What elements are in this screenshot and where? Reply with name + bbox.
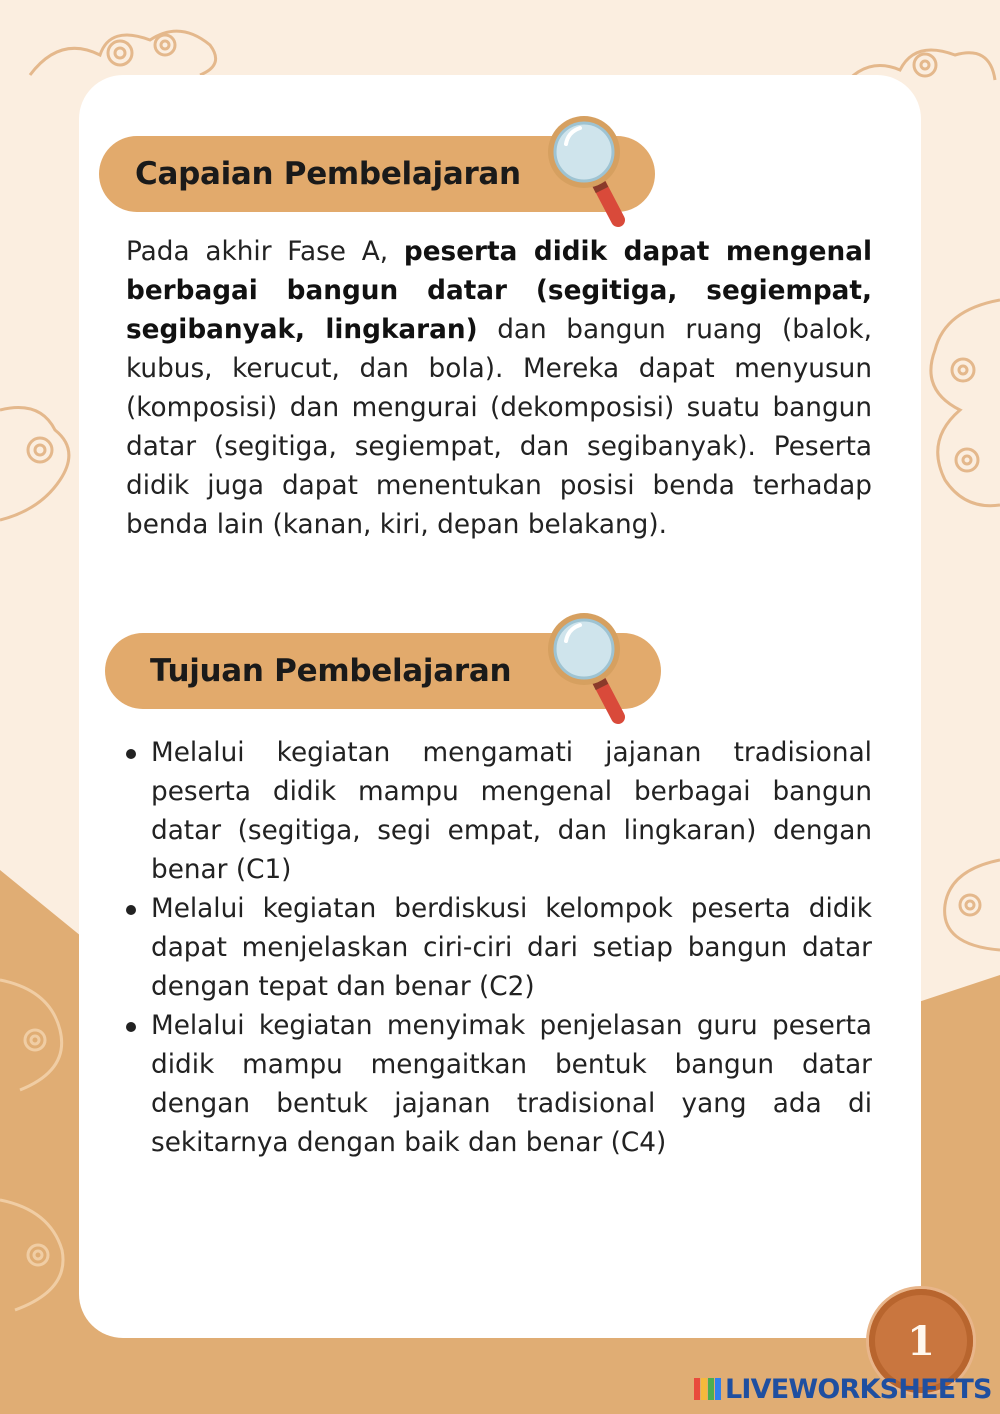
liveworksheets-logo-icon	[694, 1378, 721, 1400]
watermark-text: LIVEWORKSHEETS	[725, 1373, 992, 1405]
list-item-text: Melalui kegiatan mengamati jajanan tradisional peserta didik mampu mengenal berbagai bangun datar (segitiga, segi empat, dan lingkaran) dengan benar (C1)	[151, 738, 872, 885]
cloud-ornament-icon	[930, 850, 1000, 970]
section-title: Tujuan Pembelajaran	[150, 653, 512, 689]
list-item	[126, 734, 872, 890]
paragraph-intro: Pada akhir Fase A,	[126, 237, 404, 267]
paragraph-rest: dan bangun ruang (balok, kubus, kerucut, dan bola). Mereka dapat menyusun (komposisi) dan mengurai (dekomposisi) suatu bangun datar (segitiga, segiempat, dan segibanyak). Peserta didik juga dapat menentukan posisi benda terhadap benda lain (kanan, kiri, depan belakang).	[126, 315, 872, 540]
magnifying-glass-icon	[544, 607, 634, 725]
list-item	[126, 1007, 872, 1163]
list-item-text: Melalui kegiatan berdiskusi kelompok peserta didik dapat menjelaskan ciri-ciri dari setiap bangun datar dengan tepat dan benar (C2)	[151, 894, 872, 1002]
page-number: 1	[907, 1317, 935, 1365]
capaian-paragraph	[126, 233, 872, 545]
magnifying-glass-icon	[544, 110, 634, 228]
bullet-icon	[126, 749, 136, 759]
liveworksheets-watermark[interactable]	[694, 1374, 992, 1404]
tujuan-list	[126, 734, 872, 1163]
cloud-ornament-icon	[0, 390, 90, 540]
cloud-ornament-icon	[915, 290, 1000, 520]
paragraph-bold: peserta didik dapat mengenal berbagai bangun datar (segitiga, segiempat, segibanyak, lingkaran)	[126, 237, 873, 345]
bullet-icon	[126, 1022, 136, 1032]
cloud-ornament-icon	[0, 950, 85, 1350]
section-title: Capaian Pembelajaran	[135, 156, 521, 192]
list-item-text: Melalui kegiatan menyimak penjelasan guru peserta didik mampu mengaitkan bentuk bangun datar dengan bentuk jajanan tradisional yang ada di sekitarnya dengan baik dan benar (C4)	[151, 1011, 872, 1158]
list-item	[126, 890, 872, 1007]
bullet-icon	[126, 905, 136, 915]
